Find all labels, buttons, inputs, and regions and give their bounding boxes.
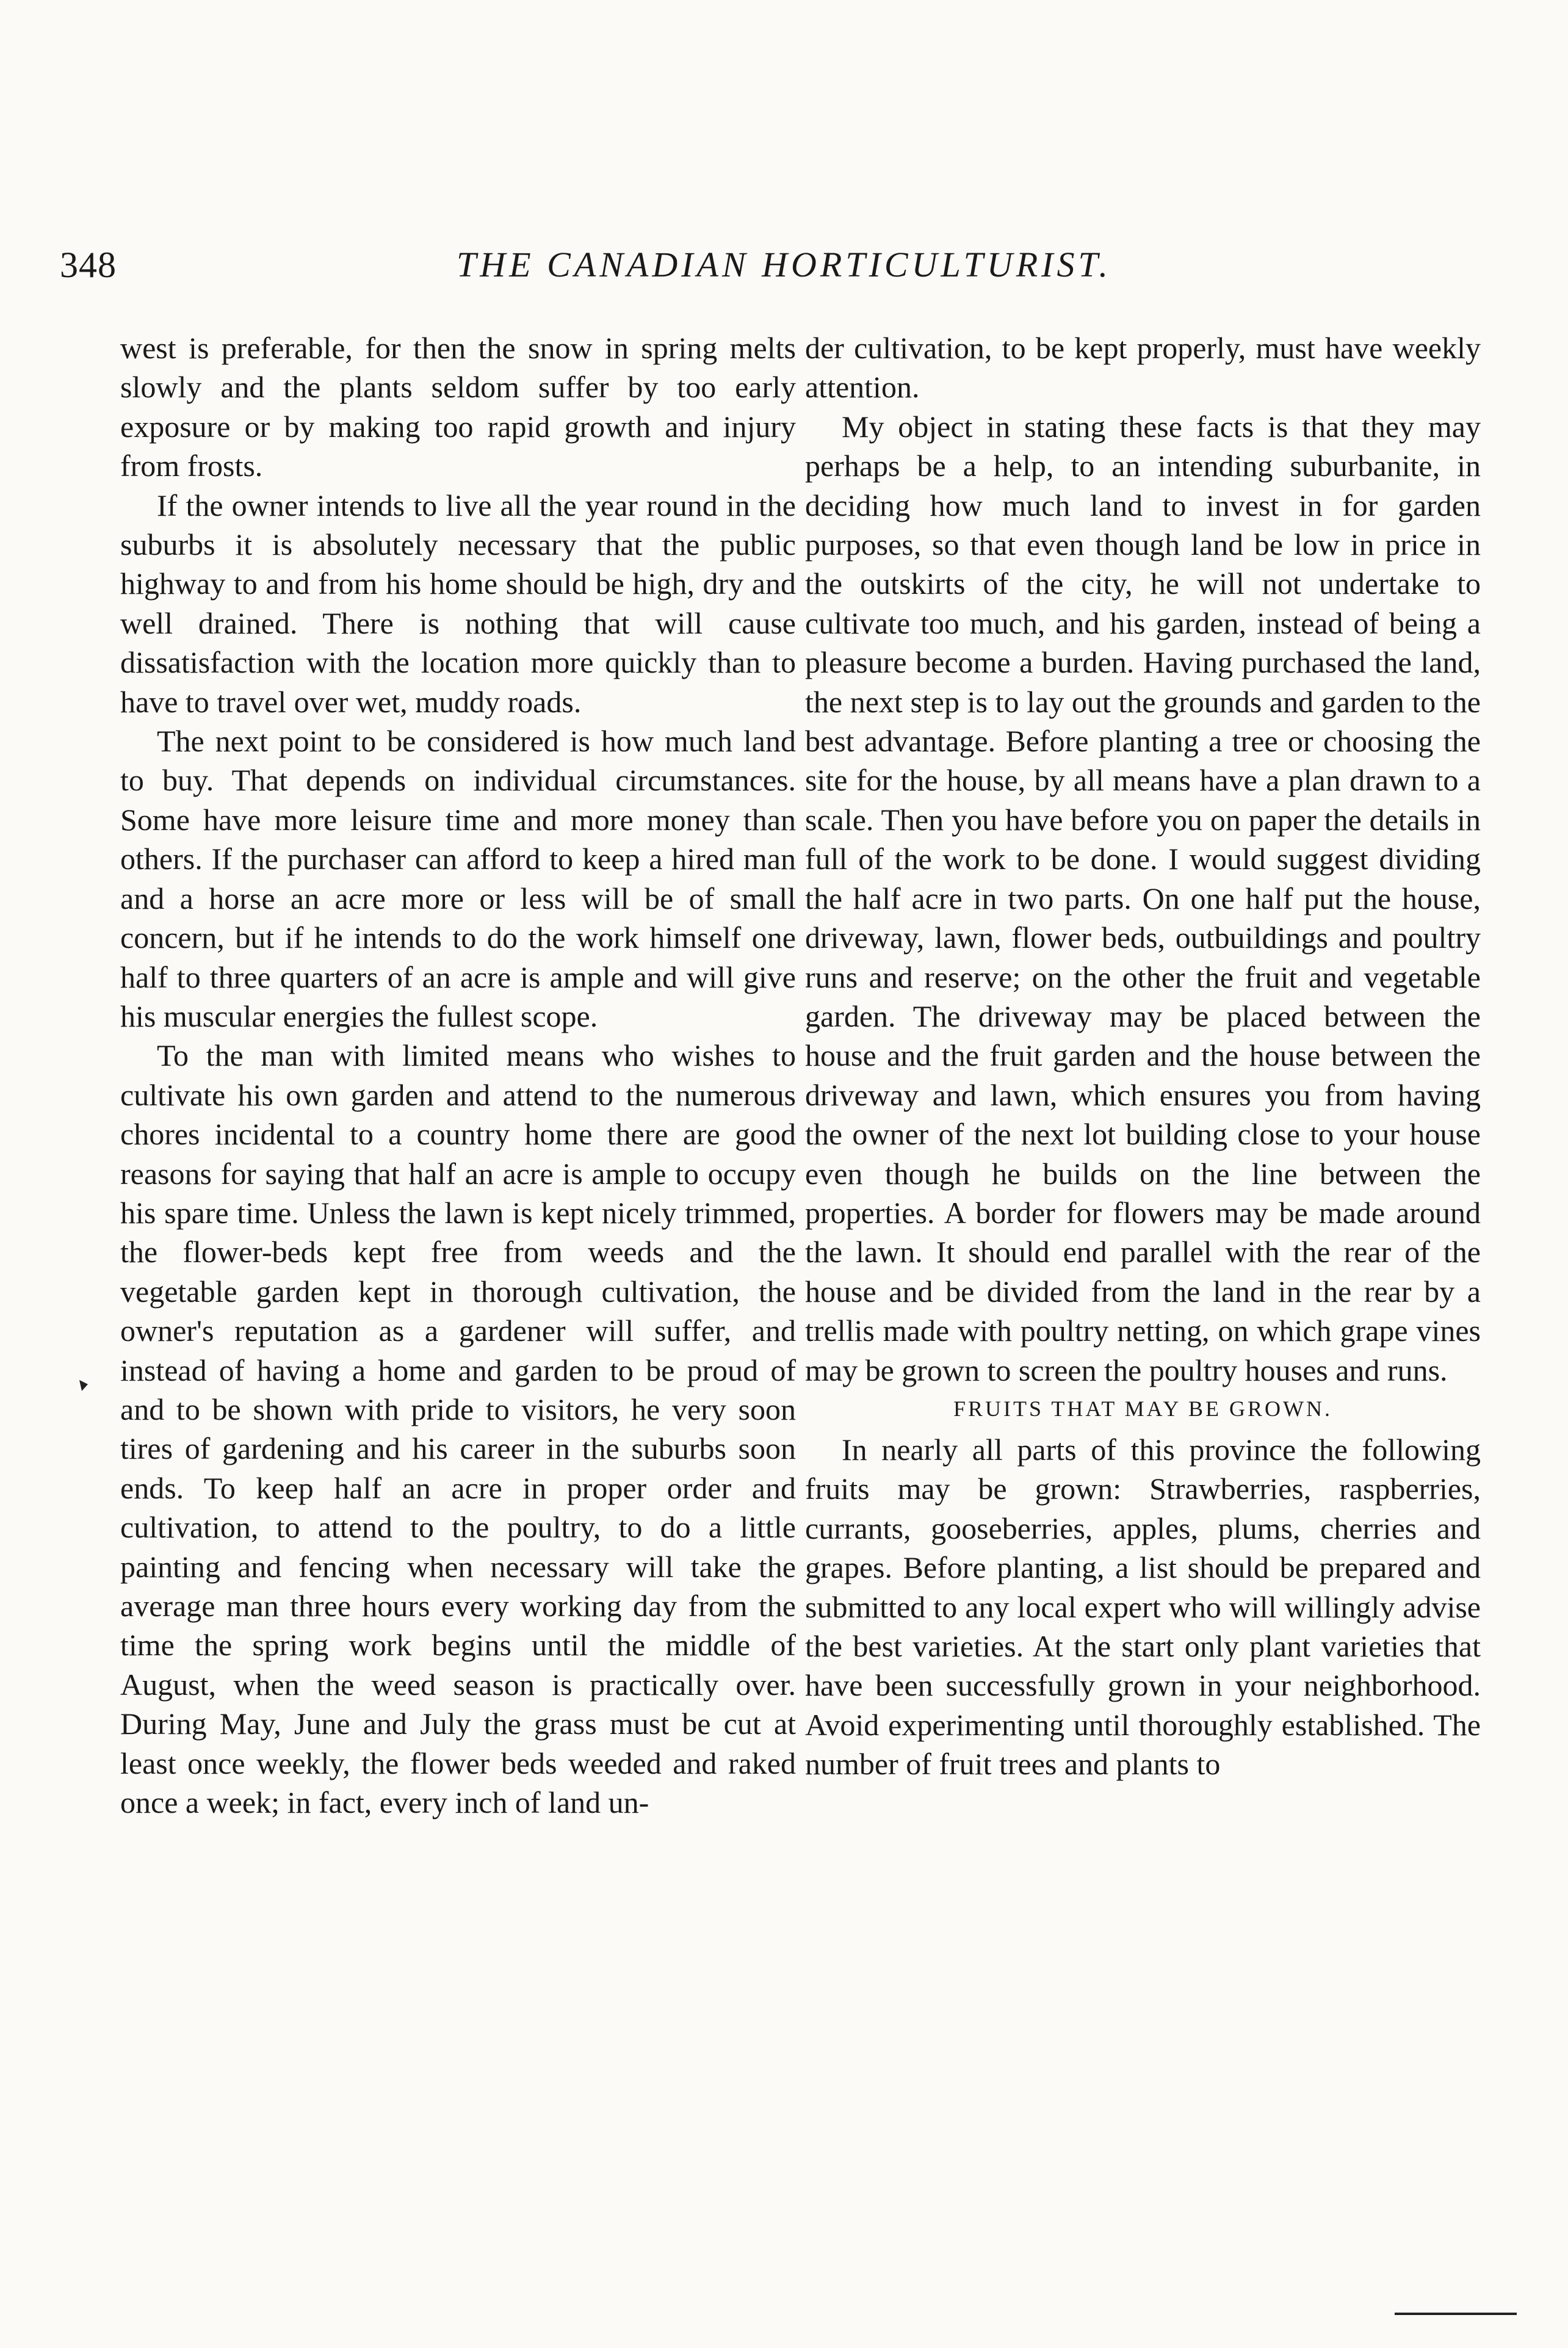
paragraph: der cultivation, to be kept properly, must have weekly attention. xyxy=(805,331,1481,405)
section-heading: FRUITS THAT MAY BE GROWN. xyxy=(953,1396,1333,1421)
running-head: THE CANADIAN HORTICULTURIST. xyxy=(457,245,1111,284)
paragraph: If the owner intends to live all the year round in the suburbs it is absolutely necessary that the public highway to and from his home should be high, dry and well drained. There is nothing that will cause dissatisfaction with the location more quickly than to have to travel over wet, muddy roads. xyxy=(120,488,796,719)
right-column xyxy=(805,328,1481,1784)
margin-mark-icon xyxy=(78,1379,89,1392)
paragraph: My object in stating these facts is that they may perhaps be a help, to an intending suburbanite, in deciding how much land to invest in for garden purposes, so that even though land be low in price in the outskirts of the city, he will not undertake to cultivate too much, and his garden, instead of being a pleasure become a burden. Having purchased the land, the next step is to lay out the grounds and garden to the best advantage. Before planting a tree or choosing the site for the house, by all means have a plan drawn to a scale. Then you have before you on paper the details in full of the work to be done. I would suggest dividing the half acre in two parts. On one half put the house, driveway, lawn, flower beds, outbuildings and poultry runs and reserve; on the other the fruit and vegetable garden. The driveway may be placed between the house and the fruit garden and the house between the driveway and lawn, which ensures you from having the owner of the next lot building close to your house even though he builds on the line between the properties. A border for flowers may be made around the lawn. It should end parallel with the rear of the house and be divided from the land in the rear by a trellis made with poultry netting, on which grape vines may be grown to screen the poultry houses and runs. xyxy=(805,409,1481,1387)
page-number: 348 xyxy=(60,245,117,285)
paragraph: In nearly all parts of this province the following fruits may be grown: Strawberries, raspberries, currants, gooseberries, apples, plums, cherries and grapes. Before planting, a list should be prepared and submitted to any local expert who will willingly advise the best varieties. At the start only plant varieties that have been successfully grown in your neighborhood. Avoid experimenting until thoroughly established. The number of fruit trees and plants to xyxy=(805,1432,1481,1782)
footer-rule xyxy=(1395,2313,1517,2315)
paragraph: west is preferable, for then the snow in spring melts slowly and the plants seldom suffer by too early exposure or by making too rapid growth and injury from frosts. xyxy=(120,331,796,483)
paragraph: To the man with limited means who wishes to cultivate his own garden and attend to the numerous chores incidental to a country home there are good reasons for saying that half an acre is ample to occupy his spare time. Unless the lawn is kept nicely trimmed, the flower-beds kept free from weeds and the vegetable garden kept in thorough cultivation, the owner's reputation as a gardener will suffer, and instead of having a home and garden to be proud of and to be shown with pride to visitors, he very soon tires of gardening and his career in the suburbs soon ends. To keep half an acre in proper order and cultivation, to attend to the poultry, to do a little painting and fencing when necessary will take the average man three hours every working day from the time the spring work begins until the middle of August, when the weed season is practically over. During May, June and July the grass must be cut at least once weekly, the flower beds weeded and raked once a week; in fact, every inch of land un- xyxy=(120,1038,796,1820)
left-column xyxy=(120,328,796,1822)
paragraph: The next point to be considered is how much land to buy. That depends on individual circumstances. Some have more leisure time and more money than others. If the purchaser can afford to keep a hired man and a horse an acre more or less will be of small concern, but if he intends to do the work himself one half to three quarters of an acre is ample and will give his muscular energies the fullest scope. xyxy=(120,724,796,1033)
